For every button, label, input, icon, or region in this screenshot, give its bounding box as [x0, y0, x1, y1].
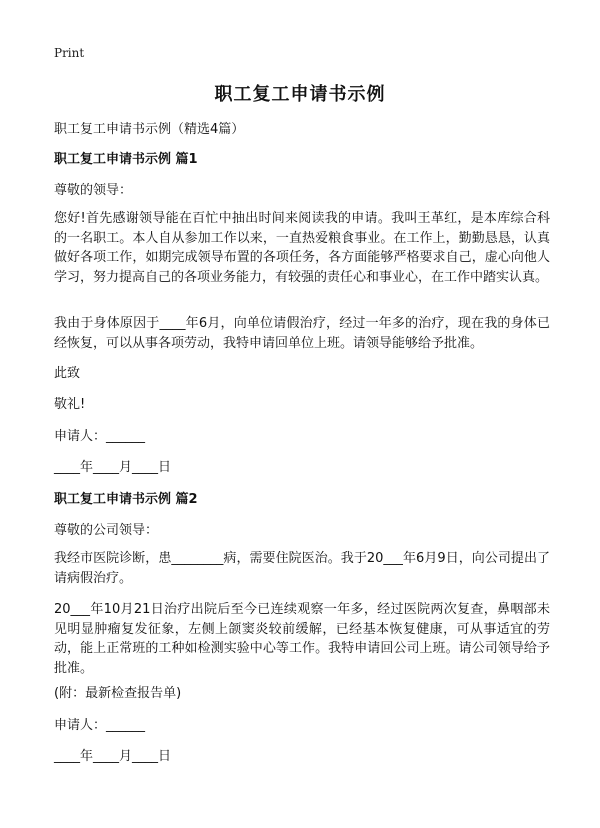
- applicant-line-1: 申请人：______: [54, 429, 146, 444]
- date-line-1: ____年____月____日: [54, 460, 172, 475]
- applicant-line-2: 申请人：______: [54, 718, 146, 733]
- section-heading-2: 职工复工申请书示例 篇2: [54, 492, 198, 507]
- body-paragraph: 我由于身体原因于____年6月，向单位请假治疗，经过一年多的治疗，现在我的身体已经恢复，可以从事各项劳动，我特申请回单位上班。请领导能够给予批准。: [54, 316, 550, 351]
- body-paragraph: 我经市医院诊断，患________病，需要住院医治。我于20___年6月9日，向公司提出了请病假治疗。: [54, 551, 550, 586]
- date-line-2: ____年____月____日: [54, 749, 172, 764]
- attachment-note: (附：最新检查报告单): [54, 686, 182, 701]
- salutation-1: 尊敬的领导：: [54, 183, 133, 198]
- document-subtitle: 职工复工申请书示例（精选4篇）: [54, 122, 245, 137]
- print-link[interactable]: Print: [54, 46, 85, 60]
- closing-line: 敬礼!: [54, 397, 86, 412]
- page-title: 职工复工申请书示例: [214, 84, 386, 105]
- body-paragraph: 您好!首先感谢领导能在百忙中抽出时间来阅读我的申请。我叫王革红，是本库综合科的一名职工。本人自从参加工作以来，一直热爱粮食事业。在工作上，勤勤恳恳，认真做好各项工作，如期完成领导布置的各项任务，各方面能够严格要求自己，虚心向他人学习，努力提高自己的各项业务能力，有较强的责任心和事业心，在工作中踏实认真。: [54, 211, 550, 285]
- closing-line: 此致: [54, 366, 81, 381]
- body-paragraph: 20___年10月21日治疗出院后至今已连续观察一年多，经过医院两次复查，鼻咽部未见明显肿瘤复发征象，左侧上颌窦炎较前缓解，已经基本恢复健康，可从事适宜的劳动，能上正常班的工种如检测实验中心等工作。我特申请回公司上班。请公司领导给予批准。: [54, 602, 550, 676]
- salutation-2: 尊敬的公司领导：: [54, 523, 159, 538]
- section-heading-1: 职工复工申请书示例 篇1: [54, 152, 198, 167]
